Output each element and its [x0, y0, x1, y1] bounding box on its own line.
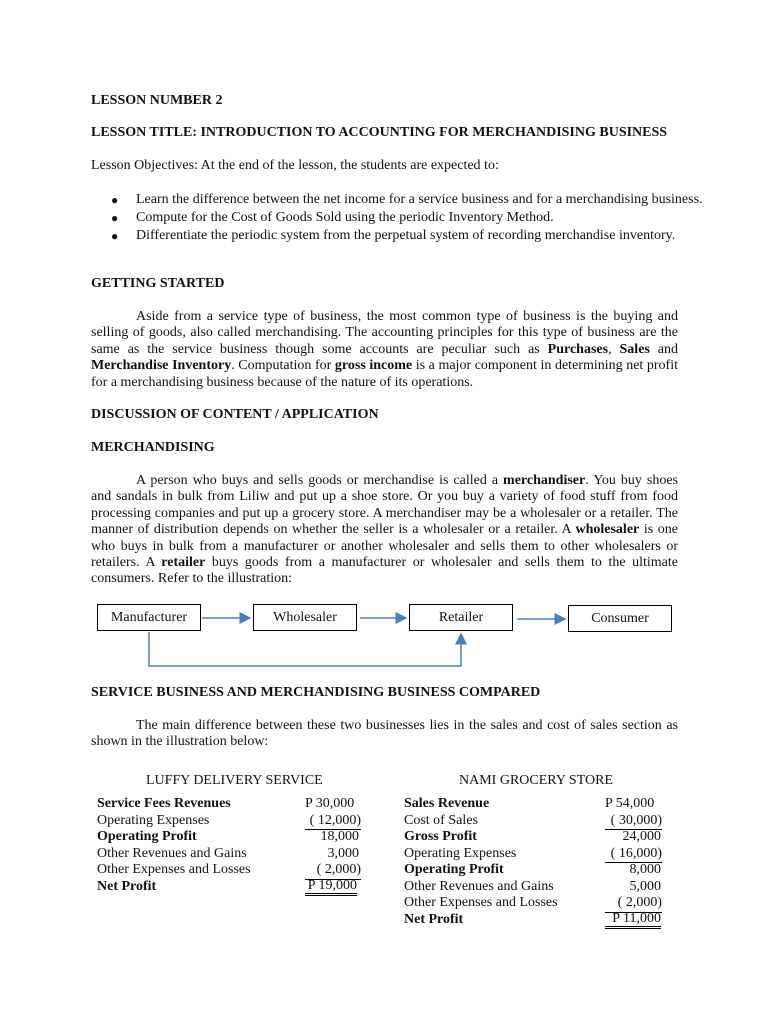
wholesaler-box: Wholesaler — [253, 604, 357, 631]
statement-row: Other Revenues and Gains 5,000 — [404, 878, 661, 894]
statement-row: Service Fees Revenues P 30,000 — [97, 796, 355, 811]
statement-row: Net Profit P 11,000 — [404, 910, 661, 927]
consumer-box: Consumer — [568, 605, 672, 632]
compared-intro: The main difference between these two businesses lies in the sales and cost of sales section as shown in the illustration below: — [91, 718, 678, 750]
statement-row: Operating Profit 8,000 — [404, 862, 661, 877]
objective-item: ● Differentiate the periodic system from the perpetual system of recording merchandise inventory. — [111, 227, 676, 243]
lesson-number: LESSON NUMBER 2 — [91, 93, 223, 108]
statement-row: Net Profit P 19,000 — [97, 877, 357, 894]
statement-row: Operating Profit 18,000 — [97, 829, 359, 844]
bullet-icon: ● — [111, 193, 119, 207]
nami-title: NAMI GROCERY STORE — [459, 773, 614, 788]
statement-row: Sales Revenue P 54,000 — [404, 796, 655, 811]
luffy-title: LUFFY DELIVERY SERVICE — [146, 773, 323, 788]
statement-row: Other Expenses and Losses ( 2,000) — [404, 895, 669, 912]
lesson-title: LESSON TITLE: INTRODUCTION TO ACCOUNTING FOR MERCHANDISING BUSINESS — [91, 125, 668, 140]
bullet-icon: ● — [111, 228, 119, 243]
statement-row: Gross Profit 24,000 — [404, 829, 661, 844]
statement-row: Cost of Sales ( 30,000) — [404, 813, 669, 830]
objectives-intro: Lesson Objectives: At the end of the lesson, the students are expected to: — [91, 158, 499, 173]
nami-statement — [404, 796, 669, 928]
manufacturer-box: Manufacturer — [97, 604, 201, 631]
bullet-icon: ● — [111, 210, 119, 225]
merchandising-heading: MERCHANDISING — [91, 440, 215, 455]
statement-row: Operating Expenses ( 12,000) — [97, 813, 362, 830]
compared-heading: SERVICE BUSINESS AND MERCHANDISING BUSINESS COMPARED — [91, 685, 541, 700]
getting-started-heading: GETTING STARTED — [91, 276, 225, 291]
arrow-manufacturer-to-retailer — [149, 632, 461, 666]
statement-row: Other Expenses and Losses ( 2,000) — [97, 862, 362, 879]
objective-item: ● Learn the difference between the net income for a service business and for a merchandising business. — [111, 192, 703, 207]
discussion-heading: DISCUSSION OF CONTENT / APPLICATION — [91, 407, 379, 422]
retailer-box: Retailer — [409, 604, 513, 631]
statement-row: Other Revenues and Gains 3,000 — [97, 845, 359, 861]
getting-started-paragraph: Aside from a service type of business, the most common type of business is the buying and selling of goods, also called merchandising. The accounting principles for this type of business are the same as the service business though some accounts are peculiar such as Purchases, Sales and Merchandise Inventory. Computation for gross income is a major component in determining net profit for a merchandising business because of the nature of its operations. — [91, 309, 679, 390]
luffy-statement — [97, 796, 362, 895]
objective-item: ● Compute for the Cost of Goods Sold using the periodic Inventory Method. — [111, 209, 554, 225]
merchandising-paragraph: A person who buys and sells goods or merchandise is called a merchandiser. You buy shoes and sandals in bulk from Liliw and put up a shoe store. Or you buy a variety of food stuff from food processing companies and put up a grocery store. A merchandiser may be a wholesaler or a retailer. The manner of distribution depends on whether the seller is a wholesaler or a retailer. A wholesaler is one who buys in bulk from a manufacturer or another wholesaler and sells them to other wholesalers or retailers. A retailer buys goods from a manufacturer or wholesaler and sells them to the ultimate consumers. Refer to the illustration: — [91, 473, 678, 587]
statement-row: Operating Expenses ( 16,000) — [404, 846, 669, 863]
